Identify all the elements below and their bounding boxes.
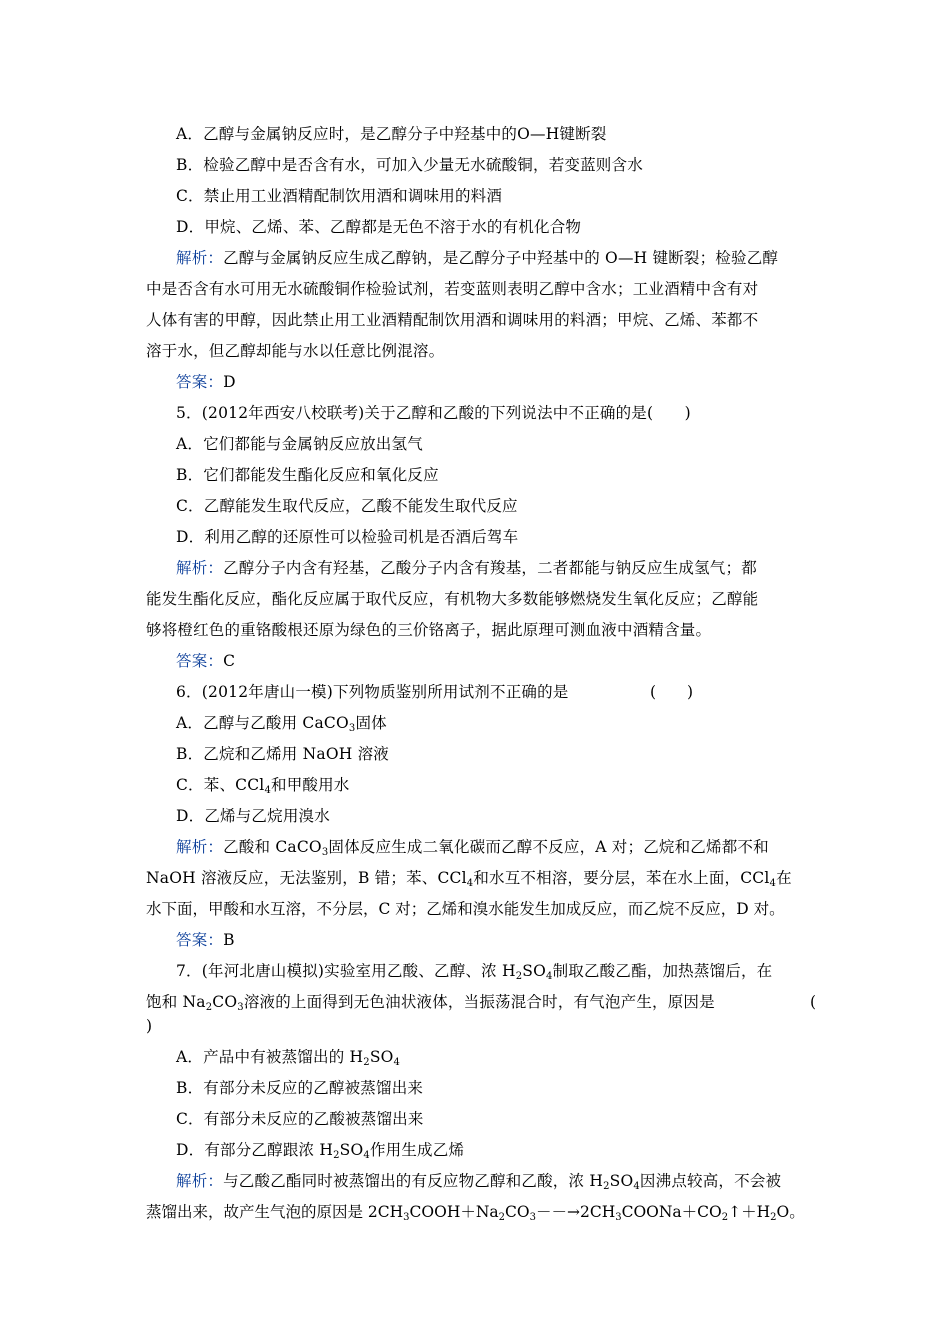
analysis-label: 解析： [176, 249, 224, 267]
q7-option-d: D．有部分乙醇跟浓 $H_2SO_4$作用生成乙烯 [176, 1141, 465, 1161]
q5-analysis-line-2: 能发生酯化反应，酯化反应属于取代反应，有机物大多数能够燃烧发生氧化反应；乙醇能 [146, 590, 759, 608]
q7-option-a: A．产品中有被蒸馏出的 $H_2SO_4$ [176, 1048, 401, 1068]
q6-answer: 答案：B [176, 931, 235, 949]
q6-analysis-line-2: NaOH 溶液反应，无法鉴别，B 错；苯、CCl$_4$和水互不相溶，要分层，苯在水上面，CCl$_4$在 [146, 869, 792, 889]
answer-label: 答案： [176, 652, 224, 670]
q6-option-a: A．乙醇与乙酸用 CaCO$_3$固体 [176, 714, 387, 734]
q7-answer-paren-open: ( [810, 993, 817, 1011]
q4-analysis-line-4: 溶于水，但乙醇却能与水以任意比例混溶。 [146, 342, 445, 360]
q4-analysis-line-3: 人体有害的甲醇，因此禁止用工业酒精配制饮用酒和调味用的料酒；甲烷、乙烯、苯都不 [146, 311, 759, 329]
q6-stem: 6．(2012年唐山一模)下列物质鉴别所用试剂不正确的是 [176, 683, 569, 701]
q6-analysis-line-1: 解析：乙酸和 CaCO$_3$固体反应生成二氧化碳而乙醇不反应，A 对；乙烷和乙烯都不和 [176, 838, 769, 858]
q4-analysis-line-1: 解析：乙醇与金属钠反应生成乙醇钠，是乙醇分子中羟基中的 O—H 键断裂；检验乙醇 [176, 249, 779, 267]
q4-option-c: C．禁止用工业酒精配制饮用酒和调味用的料酒 [176, 187, 503, 205]
q5-analysis-line-3: 够将橙红色的重铬酸根还原为绿色的三价铬离子，据此原理可测血液中酒精含量。 [146, 621, 712, 639]
analysis-label: 解析： [176, 559, 224, 577]
q6-option-b: B．乙烷和乙烯用 NaOH 溶液 [176, 745, 389, 763]
analysis-label: 解析： [176, 838, 224, 856]
q7-stem-line-2: 饱和 $Na_2CO_3$溶液的上面得到无色油状液体，当振荡混合时，有气泡产生，原因是 [146, 993, 715, 1013]
answer-label: 答案： [176, 373, 224, 391]
q7-analysis-line-2: 蒸馏出来，故产生气泡的原因是 $2CH_3COOH+Na_2CO_3--\to 2CH_3COONa+CO_2↑+H_2O$。 [146, 1203, 805, 1223]
analysis-label: 解析： [176, 1172, 224, 1190]
q6-option-c: C．苯、CCl$_4$和甲酸用水 [176, 776, 350, 796]
q7-answer-paren-close: ) [146, 1017, 153, 1035]
q4-analysis-line-2: 中是否含有水可用无水硫酸铜作检验试剂，若变蓝则表明乙醇中含水；工业酒精中含有对 [146, 280, 759, 298]
q7-stem-line-1: 7．(年河北唐山模拟)实验室用乙酸、乙醇、浓 $H_2SO_4$制取乙酸乙酯，加热蒸馏后，在 [176, 962, 773, 982]
q5-option-d: D．利用乙醇的还原性可以检验司机是否酒后驾车 [176, 528, 519, 546]
q4-option-b: B．检验乙醇中是否含有水，可加入少量无水硫酸铜，若变蓝则含水 [176, 156, 643, 174]
q5-analysis-line-1: 解析：乙醇分子内含有羟基，乙酸分子内含有羧基，二者都能与钠反应生成氢气；都 [176, 559, 757, 577]
q6-analysis-line-3: 水下面，甲酸和水互溶，不分层，C 对；乙烯和溴水能发生加成反应，而乙烷不反应，D 对。 [146, 900, 785, 918]
answer-label: 答案： [176, 931, 224, 949]
q4-option-d: D．甲烷、乙烯、苯、乙醇都是无色不溶于水的有机化合物 [176, 218, 582, 236]
q7-option-b: B．有部分未反应的乙醇被蒸馏出来 [176, 1079, 424, 1097]
q7-analysis-line-1: 解析：与乙酸乙酯同时被蒸馏出的有反应物乙醇和乙酸，浓 $H_2SO_4$因沸点较高，不会被 [176, 1172, 782, 1192]
q6-answer-paren: ( ) [650, 683, 694, 701]
q4-answer: 答案：D [176, 373, 236, 391]
q6-option-d: D．乙烯与乙烷用溴水 [176, 807, 330, 825]
q5-stem: 5．(2012年西安八校联考)关于乙醇和乙酸的下列说法中不正确的是( ) [176, 404, 691, 422]
q4-option-a: A．乙醇与金属钠反应时，是乙醇分子中羟基中的O—H键断裂 [176, 125, 607, 143]
q5-option-c: C．乙醇能发生取代反应，乙酸不能发生取代反应 [176, 497, 518, 515]
q5-option-b: B．它们都能发生酯化反应和氧化反应 [176, 466, 439, 484]
q5-answer: 答案：C [176, 652, 236, 670]
q5-option-a: A．它们都能与金属钠反应放出氢气 [176, 435, 423, 453]
q7-option-c: C．有部分未反应的乙酸被蒸馏出来 [176, 1110, 424, 1128]
